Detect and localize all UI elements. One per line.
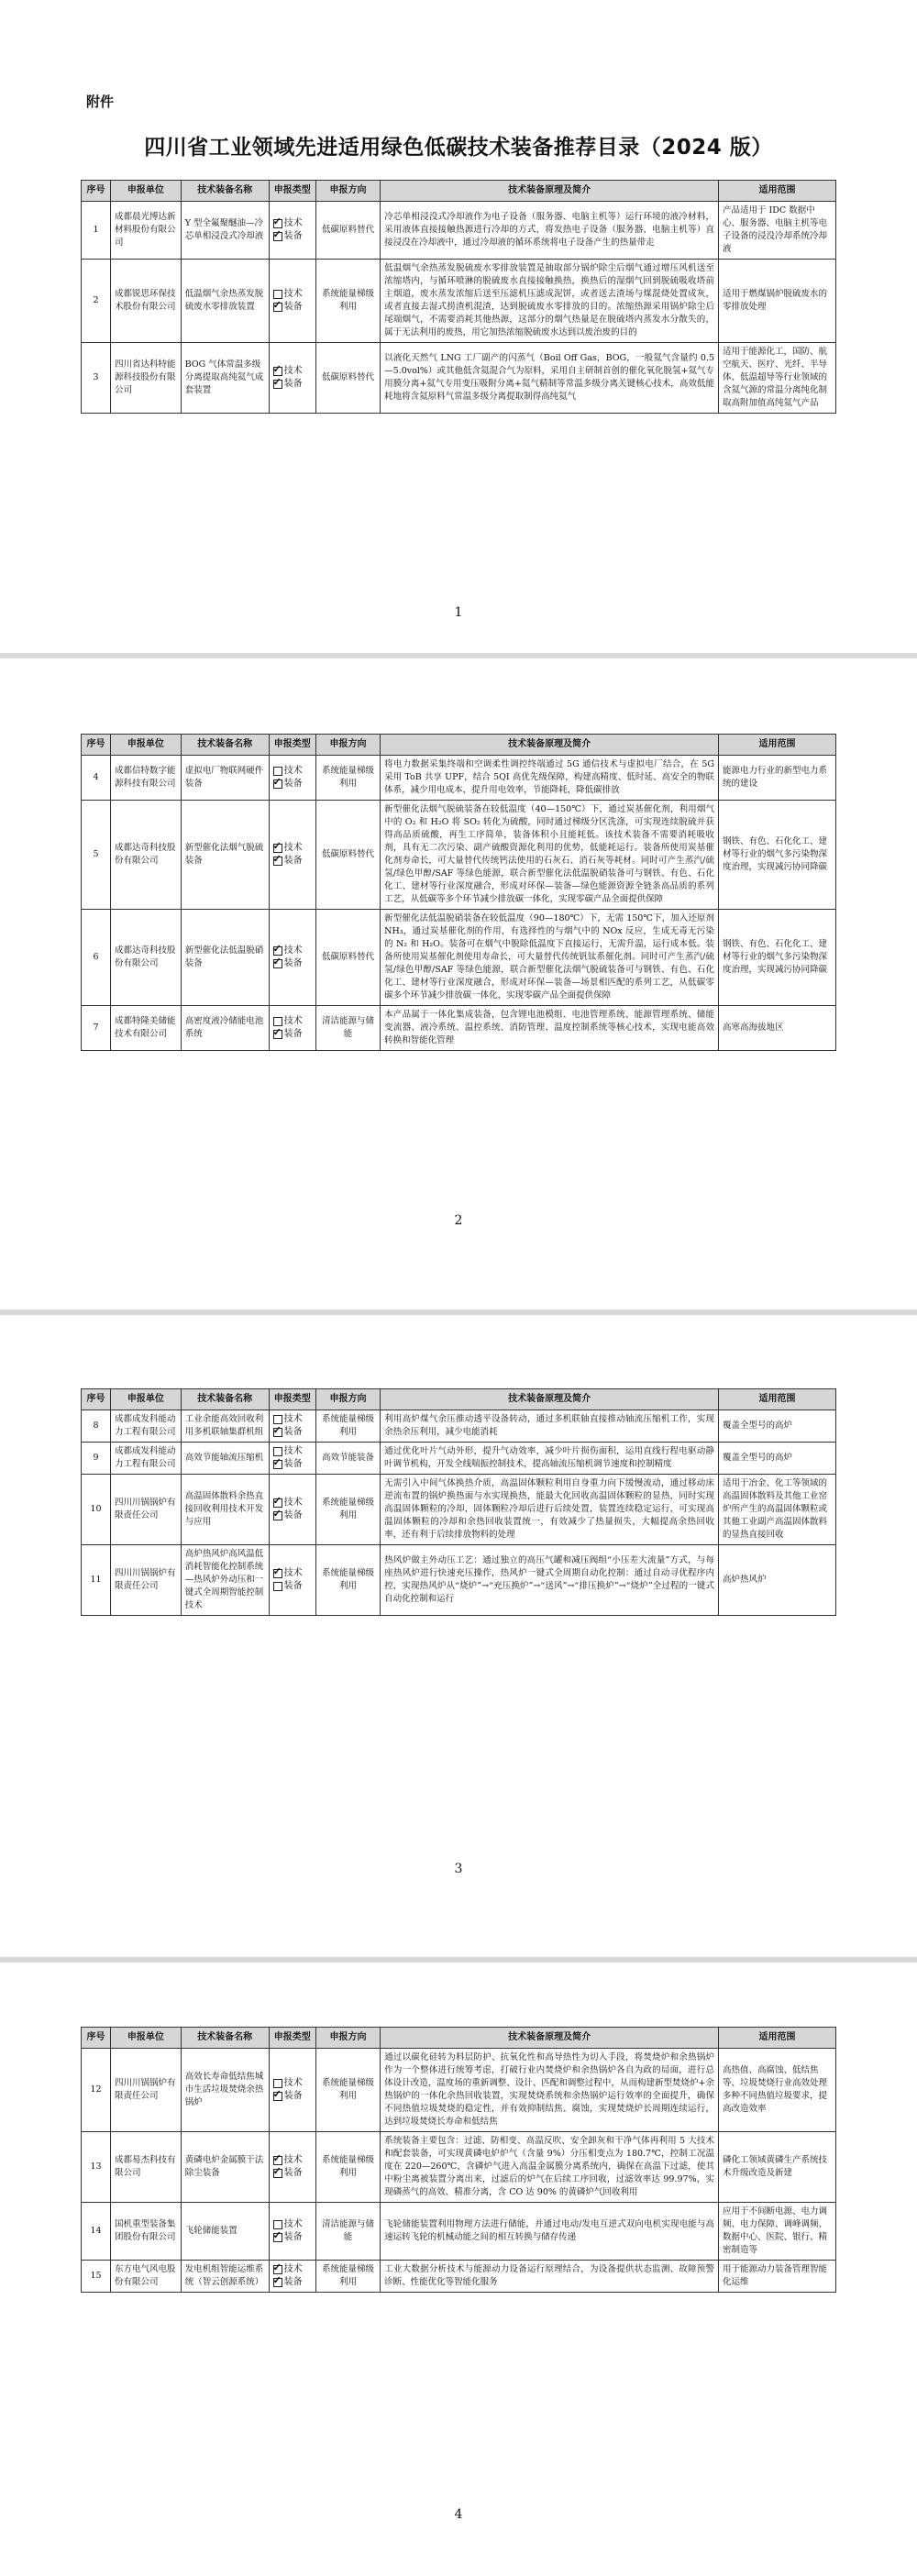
type-option-label: 技术 — [283, 1016, 303, 1026]
checked-box-icon — [273, 1428, 282, 1437]
row-number: 6 — [82, 910, 111, 1006]
checked-box-icon — [273, 959, 282, 968]
column-header: 序号 — [82, 2028, 111, 2049]
declare-type — [269, 202, 315, 260]
row-number: 4 — [82, 756, 111, 801]
table-row — [82, 2261, 836, 2293]
equipment-name: 新型催化法烟气脱硫装备 — [181, 801, 269, 910]
applicable-scope: 应用于不间断电源、电力调频、电力保障、调峰调频、数据中心、医院、银行、精密制造等 — [719, 2203, 836, 2261]
column-header: 技术装备名称 — [181, 1389, 269, 1410]
header-row — [82, 181, 836, 202]
equipment-name: 发电机组智能运维系统（智云创源系统） — [181, 2261, 269, 2293]
empty-box-icon — [273, 2220, 282, 2229]
catalog-table — [81, 1388, 836, 1616]
table-row — [82, 2049, 836, 2132]
declare-type — [269, 2203, 315, 2261]
row-number: 9 — [82, 1443, 111, 1475]
declare-direction: 低碳原料替代 — [315, 910, 380, 1006]
row-number: 2 — [82, 260, 111, 343]
equipment-name: 高密度液冷储能电池系统 — [181, 1006, 269, 1051]
checked-box-icon — [273, 232, 282, 241]
row-number: 3 — [82, 343, 111, 414]
header-row — [82, 1389, 836, 1410]
declare-direction: 系统能量梯级利用 — [315, 260, 380, 343]
page-number: 4 — [454, 2507, 463, 2522]
principle-description: 系统装备主要包含：过滤、防相变、高温反吹、安全卸灰和干净气体再利用 5 大技术和配套装备，可实现黄磷电炉炉气（含量 9%）分压相变点为 180.7℃，控制工况温度在 220—260℃，含磷炉气进入高温金属膜分离系统内，确保在高温下过滤，使其中粉尘离被装置分离出来，过滤后的炉气在后续工序回收，过滤效率达 99.97%，实现磷蒸气的高效、精准分离，含 CO 达 90% 的黄磷炉气回收利用 — [381, 2132, 719, 2203]
type-option-label: 装备 — [283, 1510, 303, 1520]
column-header: 申报方向 — [315, 181, 380, 202]
type-option — [273, 855, 312, 868]
type-option — [273, 778, 312, 790]
row-number: 13 — [82, 2132, 111, 2203]
principle-description: 无需引入中间气体换热介质，高温固体颗粒利用自身重力向下缓慢流动，通过移动床逆流布置的锅炉换热面与水实现换热，能最大化回收高温固体颗粒的显热，同时实现高温固体颗粒的冷却，固体颗粒冷却后进行后续处置，装置连续稳定运行，可实现高温固体颗粒的冷却和余热回收装置统一，有效减少了热量损失，大幅提高余热回收率，还有利于后续排放物料的处理 — [381, 1475, 719, 1545]
type-option-label: 装备 — [283, 2168, 303, 2178]
type-option-label: 技术 — [283, 843, 303, 853]
column-header: 序号 — [82, 1389, 111, 1410]
empty-box-icon — [273, 1447, 282, 1456]
column-header: 申报单位 — [110, 181, 181, 202]
type-option-label: 技术 — [283, 2219, 303, 2229]
column-header: 申报类型 — [269, 1389, 315, 1410]
type-option-label: 装备 — [283, 779, 303, 789]
type-option-label: 技术 — [283, 1446, 303, 1456]
checked-box-icon — [273, 2156, 282, 2165]
principle-description: 通过优化叶片气动外形，提升气动效率，减少叶片损伤面积，运用直线行程电驱动静叶调节机构，开发全线喘振控制技术，提高轴流压缩机调节速度和控制精度 — [381, 1443, 719, 1475]
declare-type — [269, 2261, 315, 2293]
applicable-scope: 适用于燃煤锅炉脱硫废水的零排放处理 — [719, 260, 836, 343]
declare-type — [269, 2132, 315, 2203]
catalog-table — [81, 734, 836, 1051]
equipment-name: 高效节能轴流压缩机 — [181, 1443, 269, 1475]
declare-type — [269, 2049, 315, 2132]
type-option-label: 技术 — [283, 1498, 303, 1508]
table-row — [82, 1443, 836, 1475]
column-header: 技术装备名称 — [181, 181, 269, 202]
type-option — [273, 301, 312, 314]
type-option — [273, 1028, 312, 1041]
page-number: 3 — [454, 1862, 463, 1876]
declare-direction: 清洁能源与储能 — [315, 1006, 380, 1051]
row-number: 8 — [82, 1410, 111, 1443]
column-header: 适用范围 — [719, 181, 836, 202]
equipment-name: BOG 气体常温多级分离提取高纯氦气成套装置 — [181, 343, 269, 414]
declare-type — [269, 343, 315, 414]
type-option-label: 装备 — [283, 1427, 303, 1437]
checked-box-icon — [273, 219, 282, 228]
type-option-label: 装备 — [283, 1581, 303, 1591]
table-row — [82, 202, 836, 260]
empty-box-icon — [273, 767, 282, 776]
checked-box-icon — [273, 303, 282, 312]
page-4 — [0, 1962, 917, 2576]
column-header: 申报方向 — [315, 1389, 380, 1410]
row-number: 12 — [82, 2049, 111, 2132]
column-header: 申报方向 — [315, 2028, 380, 2049]
type-option-label: 技术 — [283, 2264, 303, 2274]
column-header: 申报单位 — [110, 735, 181, 756]
type-option-label: 装备 — [283, 2277, 303, 2287]
row-number: 15 — [82, 2261, 111, 2293]
applicant-unit: 四川川锅锅炉有限责任公司 — [110, 1545, 181, 1616]
type-option-label: 装备 — [283, 379, 303, 389]
table-row — [82, 343, 836, 414]
type-option-label: 技术 — [283, 1414, 303, 1424]
row-number: 14 — [82, 2203, 111, 2261]
checked-box-icon — [273, 946, 282, 956]
catalog-table — [81, 180, 836, 414]
page-number: 2 — [454, 1213, 463, 1228]
declare-type — [269, 260, 315, 343]
applicant-unit: 成都成发科能动力工程有限公司 — [110, 1410, 181, 1443]
applicant-unit: 成都易杰科技有限公司 — [110, 2132, 181, 2203]
empty-box-icon — [273, 2079, 282, 2088]
page-1 — [0, 0, 917, 653]
type-option-label: 装备 — [283, 231, 303, 241]
type-option — [273, 2231, 312, 2244]
declare-type — [269, 801, 315, 910]
type-option-label: 技术 — [283, 766, 303, 776]
table-row — [82, 801, 836, 910]
applicable-scope: 钢铁、有色、石化化工、建材等行业的烟气多污染物深度治理，实现减污协同降碳 — [719, 801, 836, 910]
principle-description: 通过以碳化硅转为料层防护、抗氧化性和高导热性为切入手段，将焚烧炉和余热锅炉作为一个整体进行统筹考虑，打破行业内焚烧炉和余热锅炉各自为政的局面，进行总体设计改造，温度场的重新调整、设计、匹配和调整过程中，从而构建新型焚烧炉+余热锅炉的一体化余热回收装置，实现焚烧系统和余热锅炉运行效率的全面提升，确保不同热值垃圾焚烧的稳定性，并有效抑制结焦、腐蚀，实现焚烧炉长周期连续运行，达到垃圾焚烧长寿命和低结焦 — [381, 2049, 719, 2132]
table-row — [82, 260, 836, 343]
table-row — [82, 1475, 836, 1545]
checked-box-icon — [273, 2169, 282, 2178]
declare-direction: 系统能量梯级利用 — [315, 2049, 380, 2132]
applicable-scope: 能源电力行业的新型电力系统的建设 — [719, 756, 836, 801]
table-row — [82, 1006, 836, 1051]
declare-direction: 清洁能源与储能 — [315, 2203, 380, 2261]
column-header: 申报类型 — [269, 2028, 315, 2049]
applicable-scope: 高寒高海拔地区 — [719, 1006, 836, 1051]
type-option-label: 技术 — [283, 289, 303, 299]
table-row — [82, 910, 836, 1006]
principle-description: 低温烟气余热蒸发脱硫废水零排放装置是抽取部分锅炉除尘后烟气通过增压风机送至浓缩塔内，与循环喷淋的脱硫废水直接接触换热，换热后的湿烟气回到脱硫吸收塔前主烟道，废水蒸发浓缩后送至压滤机压滤成泥饼，或者送去渣场与煤混烧处置成灰，或者直接去湿式捞渣机混渣，达到脱硫废水零排放的目的。浓缩热源采用锅炉除尘后尾端烟气，不需要消耗其他热源，这部分的烟气热量是在脱硫塔内蒸发水分散失的，属于无法利用的废热，用它加热浓缩脱硫废水达到以废治废的目的 — [381, 260, 719, 343]
column-header: 技术装备名称 — [181, 735, 269, 756]
applicant-unit: 成都达奇科技股份有限公司 — [110, 801, 181, 910]
type-option — [273, 1580, 312, 1593]
document-title: 四川省工业领域先进适用绿色低碳技术装备推荐目录（2024 版） — [144, 136, 773, 160]
type-option-label: 装备 — [283, 1029, 303, 1039]
declare-direction: 系统能量梯级利用 — [315, 2132, 380, 2203]
table-row — [82, 2132, 836, 2203]
declare-direction: 高效节能装备 — [315, 1443, 380, 1475]
equipment-name: 虚拟电厂物联网硬件装备 — [181, 756, 269, 801]
equipment-name: 低温烟气余热蒸发脱硫废水零排放装置 — [181, 260, 269, 343]
column-header: 序号 — [82, 735, 111, 756]
type-option-label: 装备 — [283, 856, 303, 866]
equipment-name: 高效长寿命低结焦城市生活垃圾焚烧余热锅炉 — [181, 2049, 269, 2132]
principle-description: 新型催化法低温脱硝装备在较低温度（90—180℃）下，无需 150℃下，加入还原剂 NH₃，通过炭基催化剂的作用，有选择性的与烟气中的 NOx 反应，生成无毒无污染的 N₂ 和 H₂O。装备可在烟气中脱除低温度下直接运行，无需升温，运行成本低。装备所使用炭基催化剂使用寿命长，可大量替代传统钒钛系催化剂。同时可产生蒸汽/硫氢/绿色甲醇/SAF 等绿色能源，联合新型催化法烟气脱硫装备可与钢铁、有色、石化化工、建材等行业深度融合，形成对环保—装备—场景相匹配的系列工艺，从低碳零碳多个环节减少排放碳一体化，实现零碳产品全面提供保障 — [381, 910, 719, 1006]
equipment-name: 高温固体散料余热直接回收利用技术开发与应用 — [181, 1475, 269, 1545]
equipment-name: 黄磷电炉金属膜干法除尘装备 — [181, 2132, 269, 2203]
declare-type — [269, 1545, 315, 1616]
applicant-unit: 成都信特数字能源科技有限公司 — [110, 756, 181, 801]
checked-box-icon — [273, 1511, 282, 1520]
applicant-unit: 四川川锅锅炉有限责任公司 — [110, 2049, 181, 2132]
applicant-unit: 成都锐思环保技术股份有限公司 — [110, 260, 181, 343]
attachment-label: 附件 — [86, 94, 115, 110]
checked-box-icon — [273, 779, 282, 789]
table-row — [82, 1545, 836, 1616]
declare-direction: 系统能量梯级利用 — [315, 756, 380, 801]
type-option-label: 技术 — [283, 366, 303, 376]
declare-type — [269, 1006, 315, 1051]
catalog-table — [81, 2027, 836, 2293]
equipment-name: 高炉热风炉高风温低消耗智能化控制系统—热风炉外动压和一键式全周期智能控制技术 — [181, 1545, 269, 1616]
checked-box-icon — [273, 844, 282, 853]
equipment-name: 工业余能高效回收利用多机联轴集群机组 — [181, 1410, 269, 1443]
declare-type — [269, 1410, 315, 1443]
type-option — [273, 2276, 312, 2289]
type-option-label: 技术 — [283, 218, 303, 228]
type-option-label: 装备 — [283, 958, 303, 968]
applicant-unit: 国机重型装备集团股份有限公司 — [110, 2203, 181, 2261]
column-header: 技术装备原理及简介 — [381, 1389, 719, 1410]
page-2 — [0, 658, 917, 1310]
checked-box-icon — [273, 1030, 282, 1039]
declare-direction: 低碳原料替代 — [315, 801, 380, 910]
type-option — [273, 1458, 312, 1471]
applicant-unit: 成都晨光博达新材料股份有限公司 — [110, 202, 181, 260]
type-option-label: 装备 — [283, 1459, 303, 1469]
column-header: 申报单位 — [110, 2028, 181, 2049]
applicant-unit: 四川川锅锅炉有限责任公司 — [110, 1475, 181, 1545]
type-option — [273, 378, 312, 391]
column-header: 序号 — [82, 181, 111, 202]
type-option-label: 技术 — [283, 945, 303, 956]
applicant-unit: 东方电气风电股份有限公司 — [110, 2261, 181, 2293]
column-header: 技术装备原理及简介 — [381, 181, 719, 202]
empty-box-icon — [273, 290, 282, 299]
type-option — [273, 2090, 312, 2103]
equipment-name: 飞轮储能装置 — [181, 2203, 269, 2261]
column-header: 申报方向 — [315, 735, 380, 756]
checked-box-icon — [273, 2278, 282, 2287]
applicable-scope: 适用于能源化工，国防、航空航天、医疗、光纤、半导体、低温超导等行业领域的含氦气源的常温分离纯化制取高附加值高纯氦气产品 — [719, 343, 836, 414]
principle-description: 热风炉做主外动压工艺：通过独立的高压气罐和减压阀组“小压差大流量”方式，与每座热风炉进行快速充压操作，热风炉一键式全周期自动化控制：通过自动寻优程序内控，实现热风炉从“烧炉”→“充压换炉”→“送风”→“排压换炉”→“烧炉”全过程的一键式自动化控制和运行 — [381, 1545, 719, 1616]
empty-box-icon — [273, 1415, 282, 1424]
column-header: 技术装备原理及简介 — [381, 735, 719, 756]
principle-description: 工业大数据分析技术与能源动力设备运行原理结合，为设备提供状态监测、故障预警诊断、性能优化等智能化服务 — [381, 2261, 719, 2293]
type-option-label: 技术 — [283, 1568, 303, 1578]
principle-description: 利用高炉煤气余压推动透平设备转动，通过多机联轴直接推动轴流压缩机工作，实现余热余压利用，减少电能消耗 — [381, 1410, 719, 1443]
row-number: 10 — [82, 1475, 111, 1545]
row-number: 7 — [82, 1006, 111, 1051]
principle-description: 将电力数据采集终端和空调柔性调控终端通过 5G 通信技术与虚拟电厂结合，在 5G 采用 ToB 共享 UPF，结合 5QI 高优先级保障，构建高精度、低时延、高安全的物联体系，减少用电成本，提升用电效率，节能降耗，降低碳排放 — [381, 756, 719, 801]
type-option — [273, 1567, 312, 1580]
declare-direction: 系统能量梯级利用 — [315, 1410, 380, 1443]
declare-type — [269, 1475, 315, 1545]
table-row — [82, 1410, 836, 1443]
column-header: 适用范围 — [719, 735, 836, 756]
type-option — [273, 2167, 312, 2180]
row-number: 11 — [82, 1545, 111, 1616]
declare-type — [269, 756, 315, 801]
checked-box-icon — [273, 2092, 282, 2101]
type-option-label: 装备 — [283, 302, 303, 312]
empty-box-icon — [273, 1017, 282, 1026]
column-header: 适用范围 — [719, 1389, 836, 1410]
type-option-label: 技术 — [283, 2155, 303, 2165]
type-option-label: 装备 — [283, 2091, 303, 2101]
principle-description: 本产品属于一体化集成装备，包含锂电池模组、电池管理系统、能源管理系统、储能变流器、液冷系统、温控系统、消防管理、温度控制系统等核心技术，实现电能高效转换和智能化管理 — [381, 1006, 719, 1051]
principle-description: 以液化天然气 LNG 工厂副产的闪蒸气（Boil Off Gas，BOG，一般氦气含量约 0.5—5.0vol%）或其他低含氦混合气为原料，采用自主研制首创的催化氧化脱氢+氦气专用膜分离+氦气专用变压吸附分离+氦气精制等常温多级分离关键核心技术，高效低能耗地将含氦原料气常温多级分离提取制得高纯氦气 — [381, 343, 719, 414]
applicable-scope: 产品适用于 IDC 数据中心、服务器、电脑主机等电子设备的浸没冷却系统冷却液 — [719, 202, 836, 260]
type-option — [273, 1426, 312, 1439]
applicable-scope: 用于能源动力装备管理智能化运维 — [719, 2261, 836, 2293]
type-option-label: 装备 — [283, 2232, 303, 2242]
applicant-unit: 成都成发科能动力工程有限公司 — [110, 1443, 181, 1475]
applicant-unit: 四川省达科特能源科技股份有限公司 — [110, 343, 181, 414]
column-header: 技术装备名称 — [181, 2028, 269, 2049]
principle-description: 飞轮储能装置利用物理方法进行储能，并通过电动/发电互逆式双向电机实现电能与高速运转飞轮的机械动能之间的相互转换与储存传递 — [381, 2203, 719, 2261]
column-header: 适用范围 — [719, 2028, 836, 2049]
applicable-scope: 钢铁、有色、石化化工、建材等行业的烟气多污染物深度治理，实现减污协同降碳 — [719, 910, 836, 1006]
applicable-scope: 高炉热风炉 — [719, 1545, 836, 1616]
checked-box-icon — [273, 2265, 282, 2274]
header-row — [82, 2028, 836, 2049]
principle-description: 新型催化法烟气脱硫装备在较低温度（40—150℃）下，通过炭基催化剂，利用烟气中的 O₂ 和 H₂O 将 SO₂ 转化为硫酸，同时通过梯级分区洗涤，可实现连续脱硫并获得高品质硫酸，再生工序简单，装备体积小且能耗低。该技术装备不需要消耗吸收剂，具有无二次污染、副产硫酸资源化利用的优势，低能耗运行。装备所使用炭基催化剂寿命长，可大量替代传统钙法使用的石灰石、消石灰等耗材。同时可产生蒸汽/硫氢/绿色甲醇/SAF 等绿色能源，联合新型催化法低温脱硝装备可与钢铁、有色、石化化工、建材等行业深度融合，形成对环保—装备—绿色能源资源全链条高品质的系列工艺，从低碳等多个环节减少排放碳一体化，实现零碳产品全面提供保障 — [381, 801, 719, 910]
empty-box-icon — [273, 1582, 282, 1591]
applicant-unit: 成都特隆美储能技术有限公司 — [110, 1006, 181, 1051]
row-number: 1 — [82, 202, 111, 260]
applicant-unit: 成都达奇科技股份有限公司 — [110, 910, 181, 1006]
checked-box-icon — [273, 857, 282, 866]
row-number: 5 — [82, 801, 111, 910]
declare-direction: 系统能量梯级利用 — [315, 2261, 380, 2293]
applicable-scope: 适用于冶金、化工等领域的高温固体散料及其他工业窑炉所产生的高温固体颗粒或其他工业副产高温固体散料的显热直接回收 — [719, 1475, 836, 1545]
checked-box-icon — [273, 1569, 282, 1578]
type-option — [273, 1509, 312, 1522]
checked-box-icon — [273, 1460, 282, 1469]
checked-box-icon — [273, 367, 282, 376]
column-header: 技术装备原理及简介 — [381, 2028, 719, 2049]
checked-box-icon — [273, 2233, 282, 2242]
applicable-scope: 磷化工领域黄磷生产系统技术升级改造及新建 — [719, 2132, 836, 2203]
type-option-label: 技术 — [283, 2078, 303, 2088]
applicable-scope: 覆盖全型号的高炉 — [719, 1443, 836, 1475]
equipment-name: Y 型全氟聚醚油—冷芯单相浸没式冷却液 — [181, 202, 269, 260]
column-header: 申报类型 — [269, 735, 315, 756]
applicable-scope: 覆盖全型号的高炉 — [719, 1410, 836, 1443]
declare-direction: 低碳原料替代 — [315, 343, 380, 414]
equipment-name: 新型催化法低温脱硝装备 — [181, 910, 269, 1006]
table-row — [82, 2203, 836, 2261]
type-option — [273, 957, 312, 970]
declare-direction: 系统能量梯级利用 — [315, 1545, 380, 1616]
table-row — [82, 756, 836, 801]
declare-type — [269, 1443, 315, 1475]
header-row — [82, 735, 836, 756]
declare-direction: 系统能量梯级利用 — [315, 1475, 380, 1545]
checked-box-icon — [273, 1498, 282, 1508]
checked-box-icon — [273, 380, 282, 389]
principle-description: 冷芯单相浸没式冷却液作为电子设备（服务器、电脑主机等）运行环境的液冷材料，采用液体直接接触热源进行冷却的方式，将发热电子设备（服务器、电脑主机等）直接浸没在冷却液中，通过冷却液的循环系统将电子设备产生的热量带走 — [381, 202, 719, 260]
page-3 — [0, 1315, 917, 1957]
type-option — [273, 230, 312, 243]
declare-direction: 低碳原料替代 — [315, 202, 380, 260]
column-header: 申报单位 — [110, 1389, 181, 1410]
applicable-scope: 高热值、高腐蚀、低结焦等、垃圾焚烧行业高效处理多种不同热值垃圾要求，提高改造效率 — [719, 2049, 836, 2132]
declare-type — [269, 910, 315, 1006]
page-number: 1 — [454, 605, 463, 620]
column-header: 申报类型 — [269, 181, 315, 202]
